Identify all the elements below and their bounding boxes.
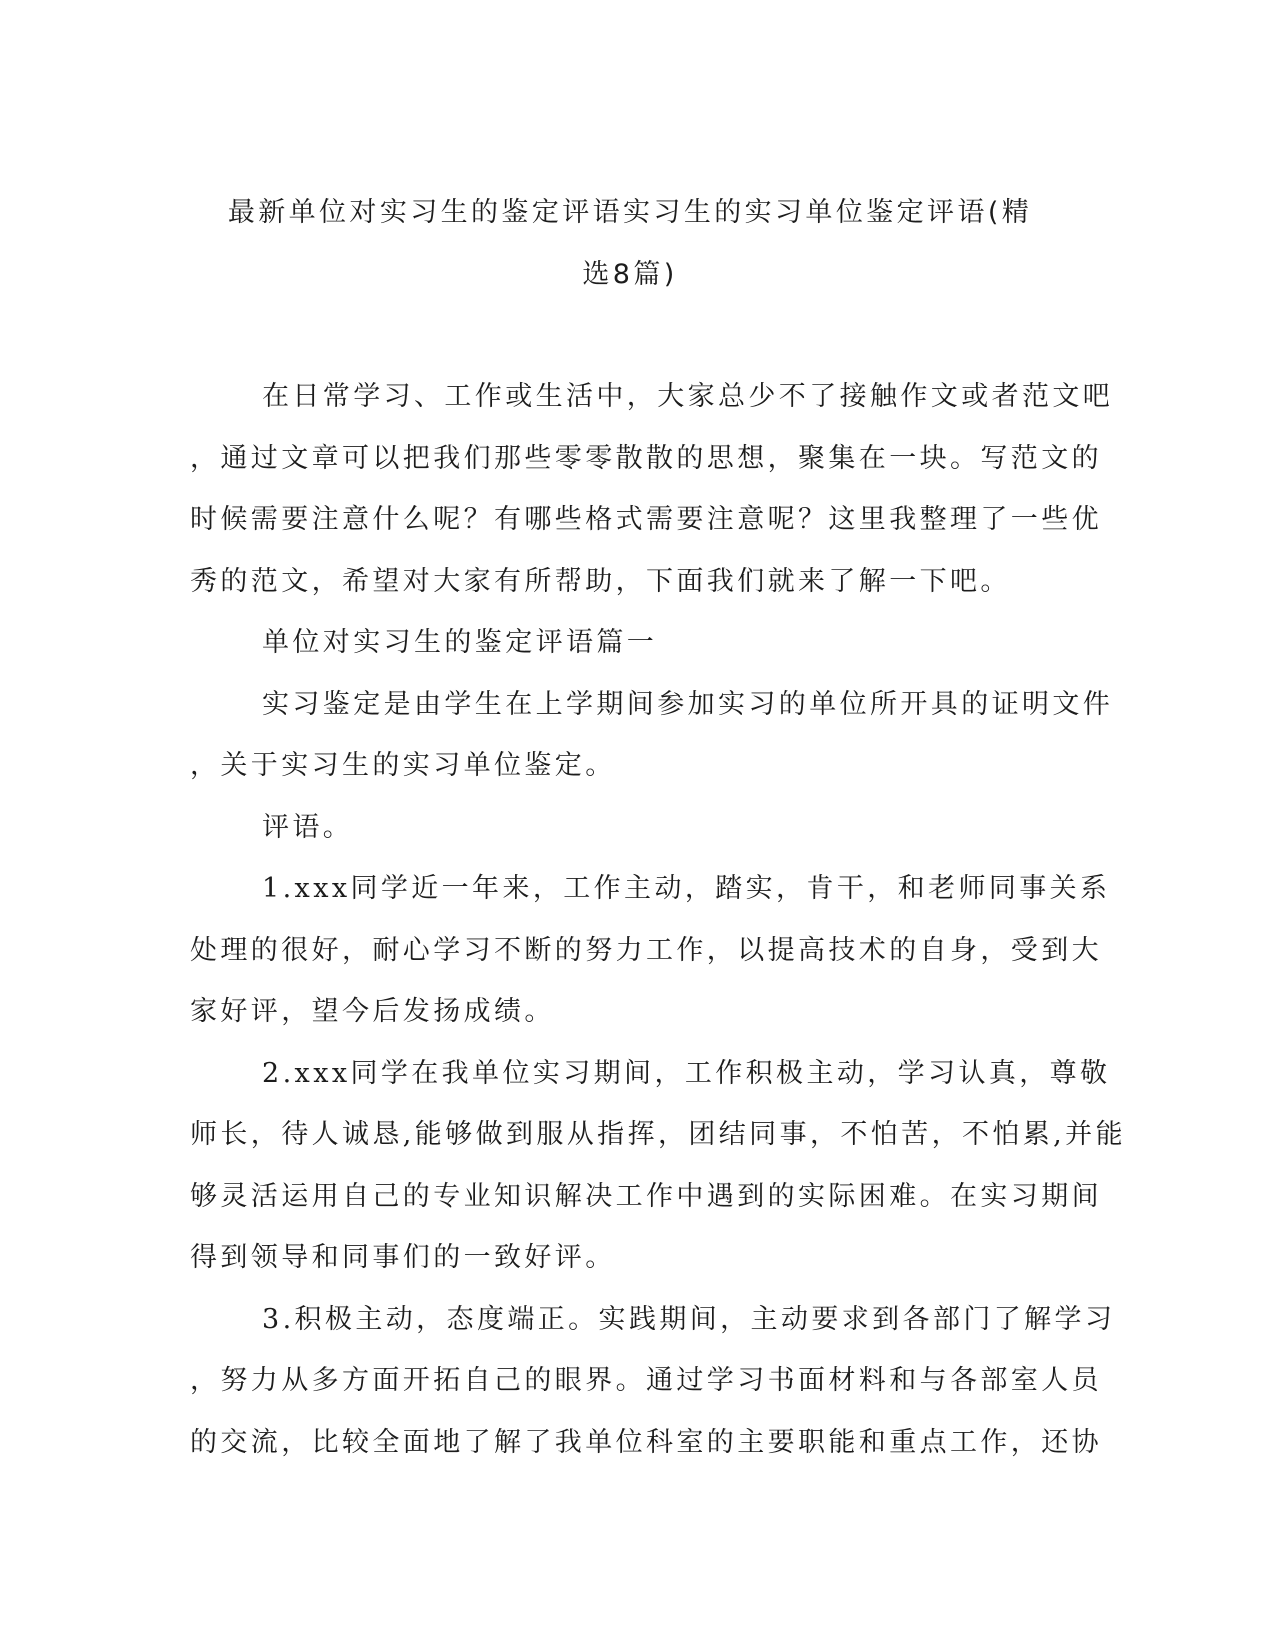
document-body (190, 366, 1126, 1473)
comment-1-line-3: 家好评，望今后发扬成绩。 (190, 996, 555, 1027)
title-line-1: 最新单位对实习生的鉴定评语实习生的实习单位鉴定评语(精 (227, 197, 1033, 228)
comment-3-line-1: 3.积极主动，态度端正。实践期间，主动要求到各部门了解学习 (262, 1303, 1116, 1335)
comment-2-line-1: 2.xxx同学在我单位实习期间，工作积极主动，学习认真，尊敬 (262, 1057, 1111, 1089)
comments-label: 评语。 (262, 811, 354, 843)
intro-paragraph-line-3: 时候需要注意什么呢？有哪些格式需要注意呢？这里我整理了一些优 (190, 504, 1102, 535)
comment-2-line-4: 得到领导和同事们的一致好评。 (190, 1242, 616, 1273)
definition-paragraph-line-1: 实习鉴定是由学生在上学期间参加实习的单位所开具的证明文件 (262, 688, 1114, 720)
comment-1-line-2: 处理的很好，耐心学习不断的努力工作，以提高技术的自身，受到大 (190, 934, 1102, 966)
definition-paragraph-line-2: ，关于实习生的实习单位鉴定。 (190, 750, 616, 781)
intro-paragraph-line-4: 秀的范文，希望对大家有所帮助，下面我们就来了解一下吧。 (190, 565, 1011, 597)
comment-2-line-3: 够灵活运用自己的专业知识解决工作中遇到的实际困难。在实习期间 (190, 1180, 1102, 1212)
intro-paragraph-line-2: ，通过文章可以把我们那些零零散散的思想，聚集在一块。写范文的 (190, 442, 1102, 474)
comment-1-line-1: 1.xxx同学近一年来，工作主动，踏实，肯干，和老师同事关系 (262, 873, 1111, 904)
section-heading-1: 单位对实习生的鉴定评语篇一 (262, 627, 658, 658)
comment-3-line-2: ，努力从多方面开拓自己的眼界。通过学习书面材料和与各部室人员 (190, 1365, 1102, 1396)
intro-paragraph-line-1: 在日常学习、工作或生活中，大家总少不了接触作文或者范文吧 (262, 381, 1114, 412)
comment-2-line-2: 师长，待人诚恳,能够做到服从指挥，团结同事，不怕苦，不怕累,并能 (190, 1119, 1126, 1150)
comment-3-line-3: 的交流，比较全面地了解了我单位科室的主要职能和重点工作，还协 (190, 1426, 1102, 1458)
document-title (180, 182, 1080, 305)
title-line-2: 选8篇) (582, 258, 678, 290)
